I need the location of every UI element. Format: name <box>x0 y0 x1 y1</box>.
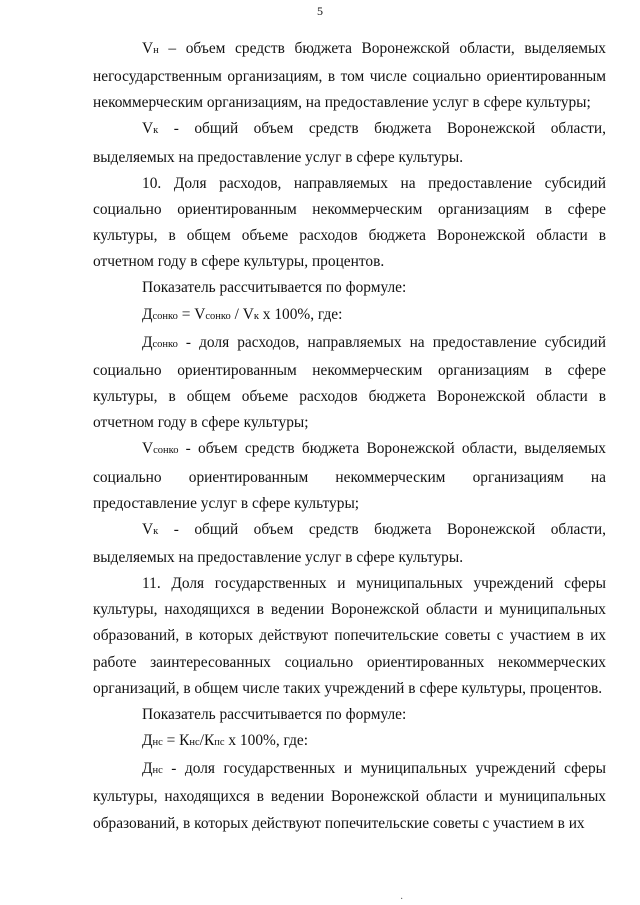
paragraph-text: 10. Доля расходов, направляемых на предоставление субсидий социально ориентированным некоммерческим организациям в сфере культуры, в общем объеме расходов бюджета Воронежской области в отчетном году в сфере культуры, процентов. <box>93 174 606 271</box>
formula-subscript: нс <box>152 737 163 749</box>
formula-subscript: пс <box>214 737 225 749</box>
paragraph <box>93 275 606 301</box>
variable-definition <box>93 116 606 170</box>
variable-symbol: Д <box>142 760 153 778</box>
paragraph <box>93 702 606 728</box>
variable-subscript: сонко <box>152 338 178 350</box>
variable-subscript: к <box>153 125 159 137</box>
paragraph-text: - доля расходов, направляемых на предоставление субсидий социально ориентированным некоммерческим организациям в сфере культуры, в общем объеме расходов бюджета Воронежской области в отчетном году в сфере культуры; <box>93 333 606 432</box>
variable-definition <box>93 330 606 437</box>
page-number: 5 <box>317 4 323 18</box>
variable-symbol: V <box>142 120 154 138</box>
paragraph-text: - общий объем средств бюджета Воронежской области, выделяемых на предоставление услуг в сфере культуры. <box>93 120 606 166</box>
formula-text: = К <box>162 732 190 750</box>
paragraph-text: - доля государственных и муниципальных учреждений сферы культуры, находящихся в ведении Воронежской области и муниципальных образований, в которых действуют попечительские советы с участием в их <box>93 760 606 832</box>
paragraph-text: – объем средств бюджета Воронежской области, выделяемых негосударственным организациям, в том числе социально ориентированным некоммерческим организациям, на предоставление услуг в сфере культуры; <box>93 40 606 112</box>
variable-subscript: н <box>153 45 159 56</box>
formula-line <box>93 302 606 330</box>
formula-text: х 100%, где: <box>224 732 309 750</box>
variable-symbol: V <box>142 520 154 538</box>
variable-definition <box>93 756 606 836</box>
formula-subscript: сонко <box>205 310 231 322</box>
formula-text: Д <box>142 305 153 323</box>
variable-subscript: сонко <box>153 445 179 457</box>
paragraph <box>93 171 606 276</box>
variable-symbol: V <box>142 440 154 458</box>
formula-subscript: нс <box>189 737 200 749</box>
paragraph-text: - общий объем средств бюджета Воронежской области, выделяемых на предоставление услуг в сфере культуры. <box>93 520 606 566</box>
variable-definition <box>93 436 606 516</box>
formula-line <box>93 728 606 756</box>
variable-subscript: нс <box>152 765 163 777</box>
formula-subscript: к <box>253 310 259 322</box>
variable-subscript: к <box>153 525 159 537</box>
scan-mark: · <box>400 894 404 905</box>
variable-symbol: Д <box>142 333 153 351</box>
formula-text: х 100%, где: <box>258 305 343 323</box>
formula-text: Д <box>142 732 153 750</box>
variable-definition <box>93 517 606 571</box>
paragraph <box>93 571 606 702</box>
paragraph-text: 11. Доля государственных и муниципальных учреждений сферы культуры, находящихся в ведении Воронежской области и муниципальных образований, в которых действуют попечительские советы с участием в их работе заинтересованных социально ориентированных некоммерческих организаций, в общем числе таких учреждений в сфере культуры, процентов. <box>93 575 606 697</box>
formula-text: / V <box>230 305 254 323</box>
formula-text: /К <box>199 732 215 750</box>
variable-definition <box>93 36 606 116</box>
paragraph-text: Показатель рассчитывается по формуле: <box>142 705 407 723</box>
document-body <box>93 36 606 837</box>
formula-text: = V <box>177 305 206 323</box>
variable-symbol: V <box>142 40 154 57</box>
formula-subscript: сонко <box>152 310 178 322</box>
paragraph-text: - объем средств бюджета Воронежской области, выделяемых социально ориентированным некоммерческим организациям на предоставление услуг в сфере культуры; <box>93 440 606 512</box>
paragraph-text: Показатель рассчитывается по формуле: <box>142 279 407 297</box>
